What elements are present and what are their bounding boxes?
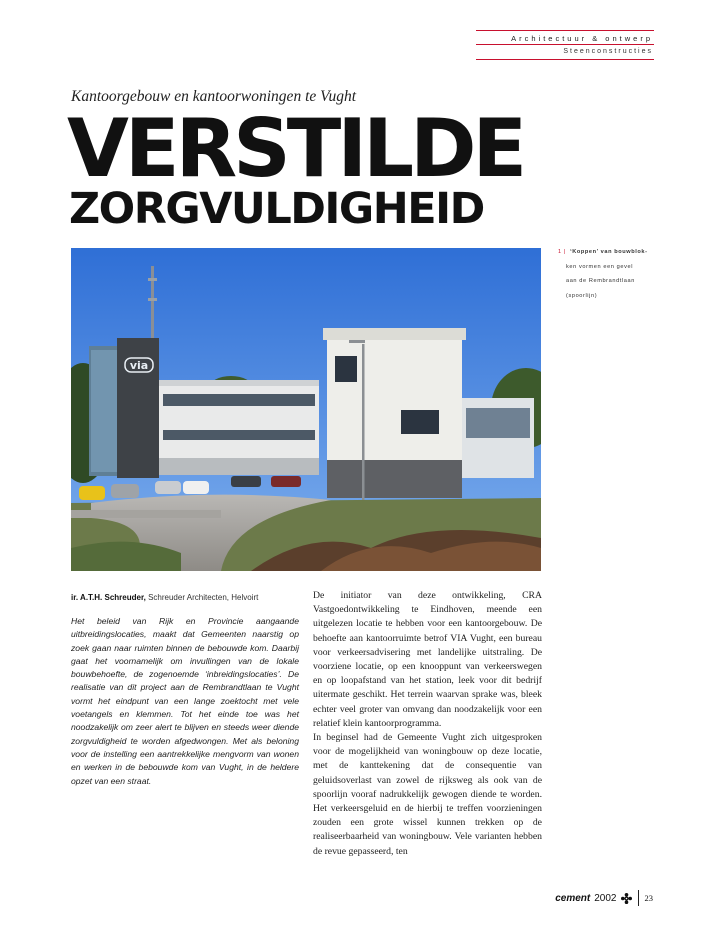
author-line bbox=[71, 593, 301, 602]
magazine-year: 2002 bbox=[594, 892, 617, 904]
building-photo-illustration bbox=[71, 248, 541, 571]
header-rule-bottom bbox=[476, 59, 654, 60]
author-name: ir. A.T.H. Schreuder, bbox=[71, 593, 146, 602]
header-rule-middle bbox=[476, 44, 654, 45]
caption-number: 1 | bbox=[558, 249, 566, 255]
header-subsection: Steenconstructies bbox=[563, 48, 653, 55]
magazine-name: cement bbox=[555, 892, 591, 904]
caption-line-4: (spoorlijn) bbox=[566, 292, 598, 299]
building-sign-text: via bbox=[129, 359, 149, 372]
article-subtitle: Kantoorgebouw en kantoorwoningen te Vught bbox=[71, 88, 357, 105]
footer-divider bbox=[638, 890, 639, 906]
author-affiliation: Schreuder Architecten, Helvoirt bbox=[148, 593, 259, 602]
photo-caption bbox=[558, 245, 668, 303]
caption-line-3: aan de Rembrandtlaan bbox=[566, 278, 635, 284]
caption-bold-text: ‘Koppen’ van bouwblok- bbox=[570, 249, 648, 255]
page-footer bbox=[555, 890, 653, 906]
caption-line-2: ken vormen een gevel bbox=[566, 263, 634, 270]
caption-line-1 bbox=[558, 245, 668, 260]
flower-icon bbox=[621, 893, 632, 904]
header-section: Architectuur & ontwerp bbox=[511, 34, 653, 43]
article-title-line1: VERSTILDE bbox=[67, 102, 524, 195]
body-paragraph: De initiator van deze ontwikkeling, CRA Vastgoedontwikkeling te Eindhoven, meende een uitgelezen locatie te hebben voor een kantoorgebouw. De behoefte aan kantoorruimte betrof VIA Vught, een bureau voor verkeersadvisering met landelijke uitstraling. De voorziene locatie, op een knooppunt van verkeerswegen en op loopafstand van het station, leek voor dit bedrijf uitermate geschikt. Het terrein waarvan sprake was, bleek echter veel groter van omvang dan noodzakelijk voor een relatief klein kantoorprogramma. bbox=[313, 590, 542, 729]
body-paragraph: In beginsel had de Gemeente Vught zich uitgesproken voor de mogelijkheid van woningbouw op deze locatie, met de kanttekening dat de consequentie van geluidsoverlast van zowel de rijksweg als ook van de spoorlijn vooraf nadrukkelijk gewogen diende te worden. Het verkeersgeluid en de hierbij te treffen voorzieningen zouden een grote wissel kunnen trekken op de realiseerbaarheid van woningbouw. Vele varianten hebben de revue gepasseerd, ten bbox=[313, 732, 542, 857]
article-intro: Het beleid van Rijk en Provincie aangaande uitbreidingslocaties, maakt dat Gemeenten naarstig op zoek gaan naar ruimten binnen de bebouwde kom. Daarbij gaat het voornamelijk om invullingen van de lokale bouwbehoefte, de zogenoemde ‘inbreidingslocaties’. De realisatie van dit project aan de Rembrandtlaan te Vught vormt het eindpunt van een lange zoektocht met vele voetangels en klemmen. Tot het einde toe was het noodzakelijk om zeer alert te blijven en steeds weer diende zorgvuldigheid te worden afgedwongen. Met als beloning voor de instelling een aantrekkelijke mengvorm van wonen en werken in de bebouwde kom van Vught, in de heldere opzet van een straat. bbox=[71, 616, 299, 786]
article-title-line2: ZORGVULDIGHEID bbox=[69, 184, 484, 234]
building-photo bbox=[71, 248, 541, 571]
article-body bbox=[313, 589, 542, 859]
header-rule-top bbox=[476, 30, 654, 31]
page-number: 23 bbox=[644, 893, 653, 903]
